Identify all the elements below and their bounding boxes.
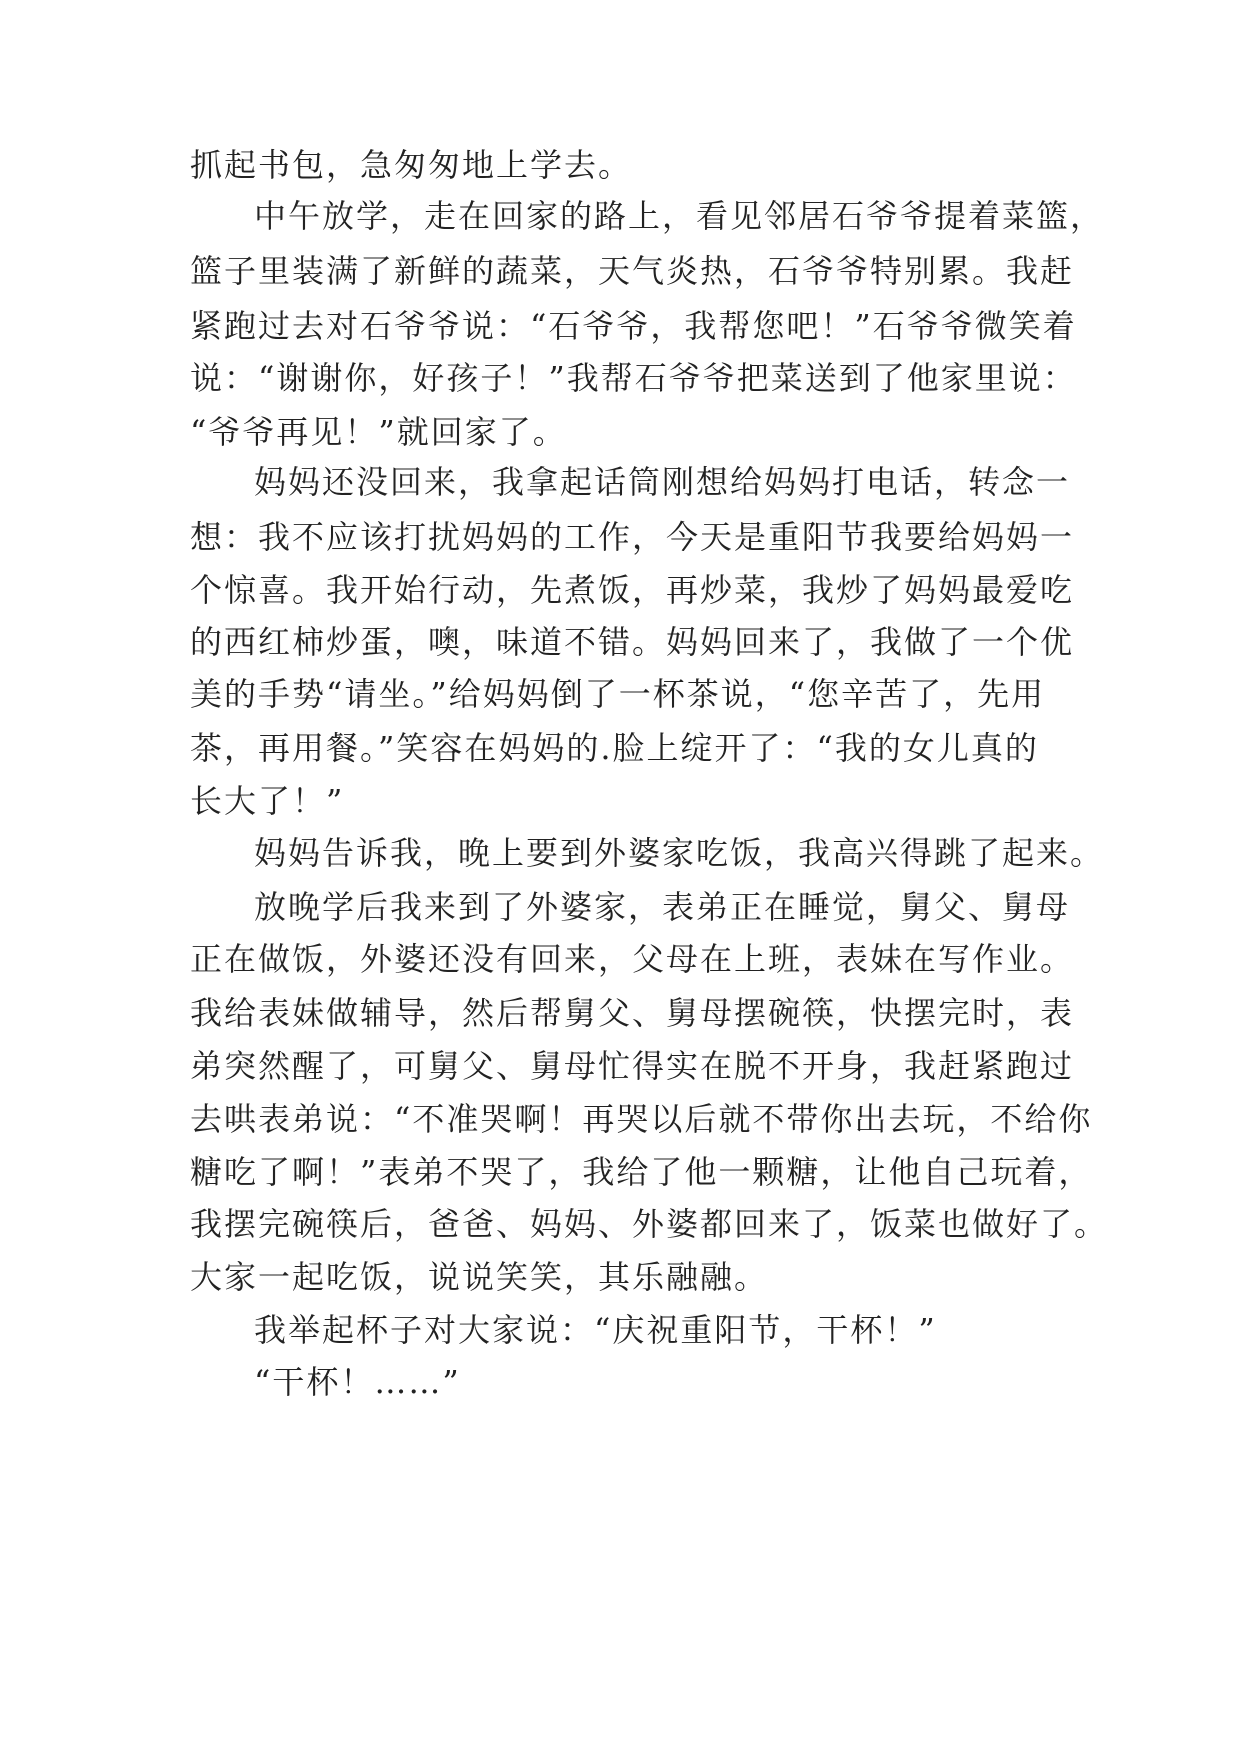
text-line: 长大了！”	[190, 782, 345, 820]
text-line: 的西红柿炒蛋，噢，味道不错。妈妈回来了，我做了一个优	[190, 623, 1075, 661]
text-line: 妈妈还没回来，我拿起话筒刚想给妈妈打电话，转念一	[254, 463, 1071, 501]
text-line: 糖吃了啊！”表弟不哭了，我给了他一颗糖，让他自己玩着，	[190, 1153, 1093, 1191]
text-line: 篮子里装满了新鲜的蔬菜，天气炎热，石爷爷特别累。我赶	[190, 252, 1075, 290]
text-line: 中午放学，走在回家的路上，看见邻居石爷爷提着菜篮，	[254, 197, 1105, 235]
text-line: 正在做饭，外婆还没有回来，父母在上班，表妹在写作业。	[190, 940, 1075, 978]
text-line: 弟突然醒了，可舅父、舅母忙得实在脱不开身，我赶紧跑过	[190, 1047, 1075, 1085]
text-line: 放晚学后我来到了外婆家，表弟正在睡觉，舅父、舅母	[254, 888, 1071, 926]
text-line: 大家一起吃饭，说说笑笑，其乐融融。	[190, 1258, 769, 1296]
text-line: 说：“谢谢你，好孩子！”我帮石爷爷把菜送到了他家里说：	[190, 359, 1077, 397]
text-line: “爷爷再见！”就回家了。	[190, 413, 567, 451]
text-line: 妈妈告诉我，晚上要到外婆家吃饭，我高兴得跳了起来。	[254, 834, 1105, 872]
text-line: 紧跑过去对石爷爷说：“石爷爷，我帮您吧！”石爷爷微笑着	[190, 307, 1077, 345]
text-line: 抓起书包，急匆匆地上学去。	[190, 146, 633, 184]
text-line: 我摆完碗筷后，爸爸、妈妈、外婆都回来了，饭菜也做好了。	[190, 1205, 1109, 1243]
text-line: 美的手势“请坐。”给妈妈倒了一杯茶说，“您辛苦了，先用	[190, 675, 1046, 713]
text-line: 茶，再用餐。”笑容在妈妈的.脸上绽开了：“我的女儿真的	[190, 729, 1039, 767]
text-line: 我举起杯子对大家说：“庆祝重阳节，干杯！”	[254, 1311, 937, 1349]
text-line: 我给表妹做辅导，然后帮舅父、舅母摆碗筷，快摆完时，表	[190, 994, 1075, 1032]
text-line: 个惊喜。我开始行动，先煮饭，再炒菜，我炒了妈妈最爱吃	[190, 571, 1075, 609]
text-line: 去哄表弟说：“不准哭啊！再哭以后就不带你出去玩，不给你	[190, 1100, 1093, 1138]
text-line: “干杯！……”	[254, 1363, 461, 1401]
text-line: 想：我不应该打扰妈妈的工作，今天是重阳节我要给妈妈一	[190, 518, 1075, 556]
